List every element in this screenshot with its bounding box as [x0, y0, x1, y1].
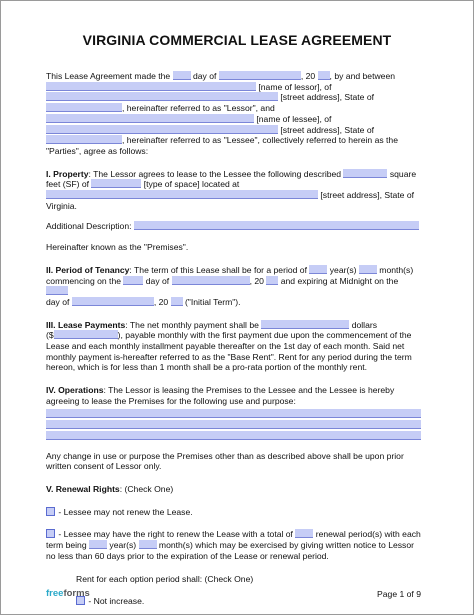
section-text: square	[389, 168, 417, 179]
section-text: : The Lessor agrees to lease to the Lessee the following described	[88, 168, 342, 179]
rent-option-1	[46, 596, 421, 607]
rent-amount-field[interactable]	[54, 330, 118, 339]
start-month-field[interactable]	[172, 276, 250, 285]
section-text: year(s)	[329, 264, 357, 275]
intro-text: , hereinafter referred to as "Lessor", and	[122, 103, 275, 114]
section-text: ($	[46, 330, 54, 341]
option-text: renewal period(s) with each	[315, 529, 421, 540]
option-text: - Lessee may have the right to renew the Lease with a total of	[58, 529, 293, 540]
property-line-1	[46, 169, 421, 180]
intro-line-4	[46, 103, 421, 114]
intro-line-5	[46, 114, 421, 125]
lessee-address-field[interactable]	[46, 125, 278, 134]
intro-text: , 20	[300, 71, 316, 81]
lessor-address-field[interactable]	[46, 92, 278, 101]
payments-line-4: monthly payment is-hereafter referred to as the "Base Rent". Rent for any period during the term	[46, 351, 412, 362]
page-number: Page 1 of 9	[377, 589, 421, 600]
term-years-field[interactable]	[309, 265, 327, 274]
renewal-option-2-line-3: no less than 60 days prior to the expiration of the Lease or renewal period.	[46, 550, 329, 561]
section-text: , 20	[249, 275, 264, 286]
lessor-state-field[interactable]	[46, 103, 122, 112]
renewal-option-2-line-1	[46, 529, 421, 540]
section-text: Additional Description:	[46, 221, 132, 232]
section-text: dollars	[351, 319, 378, 330]
option-text: year(s)	[109, 540, 137, 551]
option-text: - Not increase.	[88, 596, 145, 607]
freeforms-logo	[46, 589, 90, 600]
section-heading: IV. Operations	[46, 385, 104, 396]
section-text: day of	[46, 296, 70, 307]
section-heading: III. Lease Payments	[46, 319, 126, 330]
intro-line-1	[46, 71, 421, 82]
section-text: , 20	[153, 296, 169, 307]
section-heading: I. Property	[46, 168, 89, 179]
additional-description-line	[46, 221, 421, 232]
intro-text: day of	[193, 71, 217, 81]
section-text: : The term of this Lease shall be for a period of	[129, 264, 307, 275]
property-line-4: Virginia.	[46, 200, 77, 211]
property-line-2	[46, 179, 421, 190]
logo-text-free: free	[46, 588, 64, 600]
intro-line-7	[46, 135, 421, 146]
section-text: feet (SF) of	[46, 179, 89, 190]
end-year-field[interactable]	[171, 297, 183, 306]
option-text: term being	[46, 540, 87, 551]
option-text: month(s) which may be exercised by giving written notice to Lessor	[158, 540, 414, 551]
lessee-state-field[interactable]	[46, 135, 122, 144]
document-body	[46, 71, 421, 607]
intro-line-2	[46, 82, 421, 93]
section-text: day of	[145, 275, 170, 286]
logo-text-forms: forms	[63, 588, 90, 600]
section-text: commencing on the	[46, 275, 121, 286]
intro-text: , hereinafter referred to as "Lessee", collectively referred to herein as the	[122, 135, 398, 146]
square-feet-field[interactable]	[343, 169, 387, 178]
section-text: ), payable monthly with the first payment due upon the commencement of the	[117, 330, 412, 341]
additional-description-field[interactable]	[134, 221, 419, 230]
renewal-years-field[interactable]	[89, 540, 107, 549]
intro-text: This Lease Agreement made the	[46, 71, 171, 81]
section-text: month(s)	[379, 264, 414, 275]
payments-line-1	[46, 320, 421, 331]
intro-text: , by and between	[329, 71, 396, 81]
day-field[interactable]	[173, 71, 191, 80]
section-text: : The Lessor is leasing the Premises to the Lessee and the Lessee is hereby	[103, 385, 395, 396]
intro-text: [name of lessee], of	[256, 113, 332, 124]
space-type-field[interactable]	[91, 179, 141, 188]
intro-line-8: "Parties", agree as follows:	[46, 145, 149, 156]
operations-line-3: Any change in use or purpose the Premises other than as described above shall be upon prior	[46, 450, 404, 461]
section-heading: II. Period of Tenancy	[46, 264, 130, 275]
payments-line-2	[46, 330, 421, 341]
lessee-name-field[interactable]	[46, 114, 254, 123]
renewal-count-field[interactable]	[295, 529, 313, 538]
tenancy-line-1	[46, 265, 421, 276]
tenancy-line-3	[46, 297, 421, 308]
property-address-field[interactable]	[46, 190, 318, 199]
option-text: - Lessee may not renew the Lease.	[58, 506, 193, 517]
intro-text: [street address], State of	[280, 92, 375, 103]
use-purpose-field-1[interactable]	[46, 409, 421, 418]
intro-text: [street address], State of	[280, 124, 375, 135]
renewal-months-field[interactable]	[139, 540, 157, 549]
no-renewal-checkbox[interactable]	[46, 507, 55, 516]
property-line-3	[46, 190, 421, 201]
intro-line-3	[46, 92, 421, 103]
section-heading: V. Renewal Rights	[46, 483, 120, 494]
end-month-field[interactable]	[72, 297, 154, 306]
rent-words-field[interactable]	[261, 320, 349, 329]
renewal-heading-line	[46, 484, 421, 495]
payments-line-3: Lease and each monthly installment payable thereafter on the 1st day of each month. Said net	[46, 341, 405, 352]
section-text: : (Check One)	[119, 483, 174, 494]
operations-line-1	[46, 385, 421, 396]
year-field[interactable]	[318, 71, 330, 80]
end-day-field[interactable]	[46, 286, 68, 295]
section-text: and expiring at Midnight on the	[280, 275, 399, 286]
start-year-field[interactable]	[266, 276, 278, 285]
section-text: [type of space] located at	[143, 179, 240, 190]
start-day-field[interactable]	[123, 276, 143, 285]
term-months-field[interactable]	[359, 265, 377, 274]
lessor-name-field[interactable]	[46, 82, 256, 91]
section-text: : The net monthly payment shall be	[125, 319, 259, 330]
operations-line-2: agreeing to lease the Premises for the following use and purpose:	[46, 395, 296, 406]
section-text: [street address], State of	[320, 190, 415, 201]
renewal-option-2-line-2	[46, 540, 421, 551]
operations-line-4: written consent of Lessor only.	[46, 461, 162, 472]
document-title: VIRGINIA COMMERCIAL LEASE AGREEMENT	[82, 32, 392, 48]
renewal-option-1	[46, 507, 421, 518]
tenancy-line-2	[46, 276, 421, 297]
intro-text: [name of lessor], of	[258, 81, 332, 92]
use-purpose-field-3[interactable]	[46, 431, 421, 440]
rent-option-heading: Rent for each option period shall: (Check One)	[76, 573, 254, 584]
payments-line-5: hereon, which is for less than 1 month shall be a pro-rata portion of the monthly rent.	[46, 362, 368, 373]
use-purpose-field-2[interactable]	[46, 420, 421, 429]
month-field[interactable]	[219, 71, 301, 80]
intro-line-6	[46, 125, 421, 136]
renewal-allowed-checkbox[interactable]	[46, 529, 55, 538]
premises-note: Hereinafter known as the "Premises".	[46, 242, 189, 253]
section-text: ("Initial Term").	[184, 296, 241, 307]
